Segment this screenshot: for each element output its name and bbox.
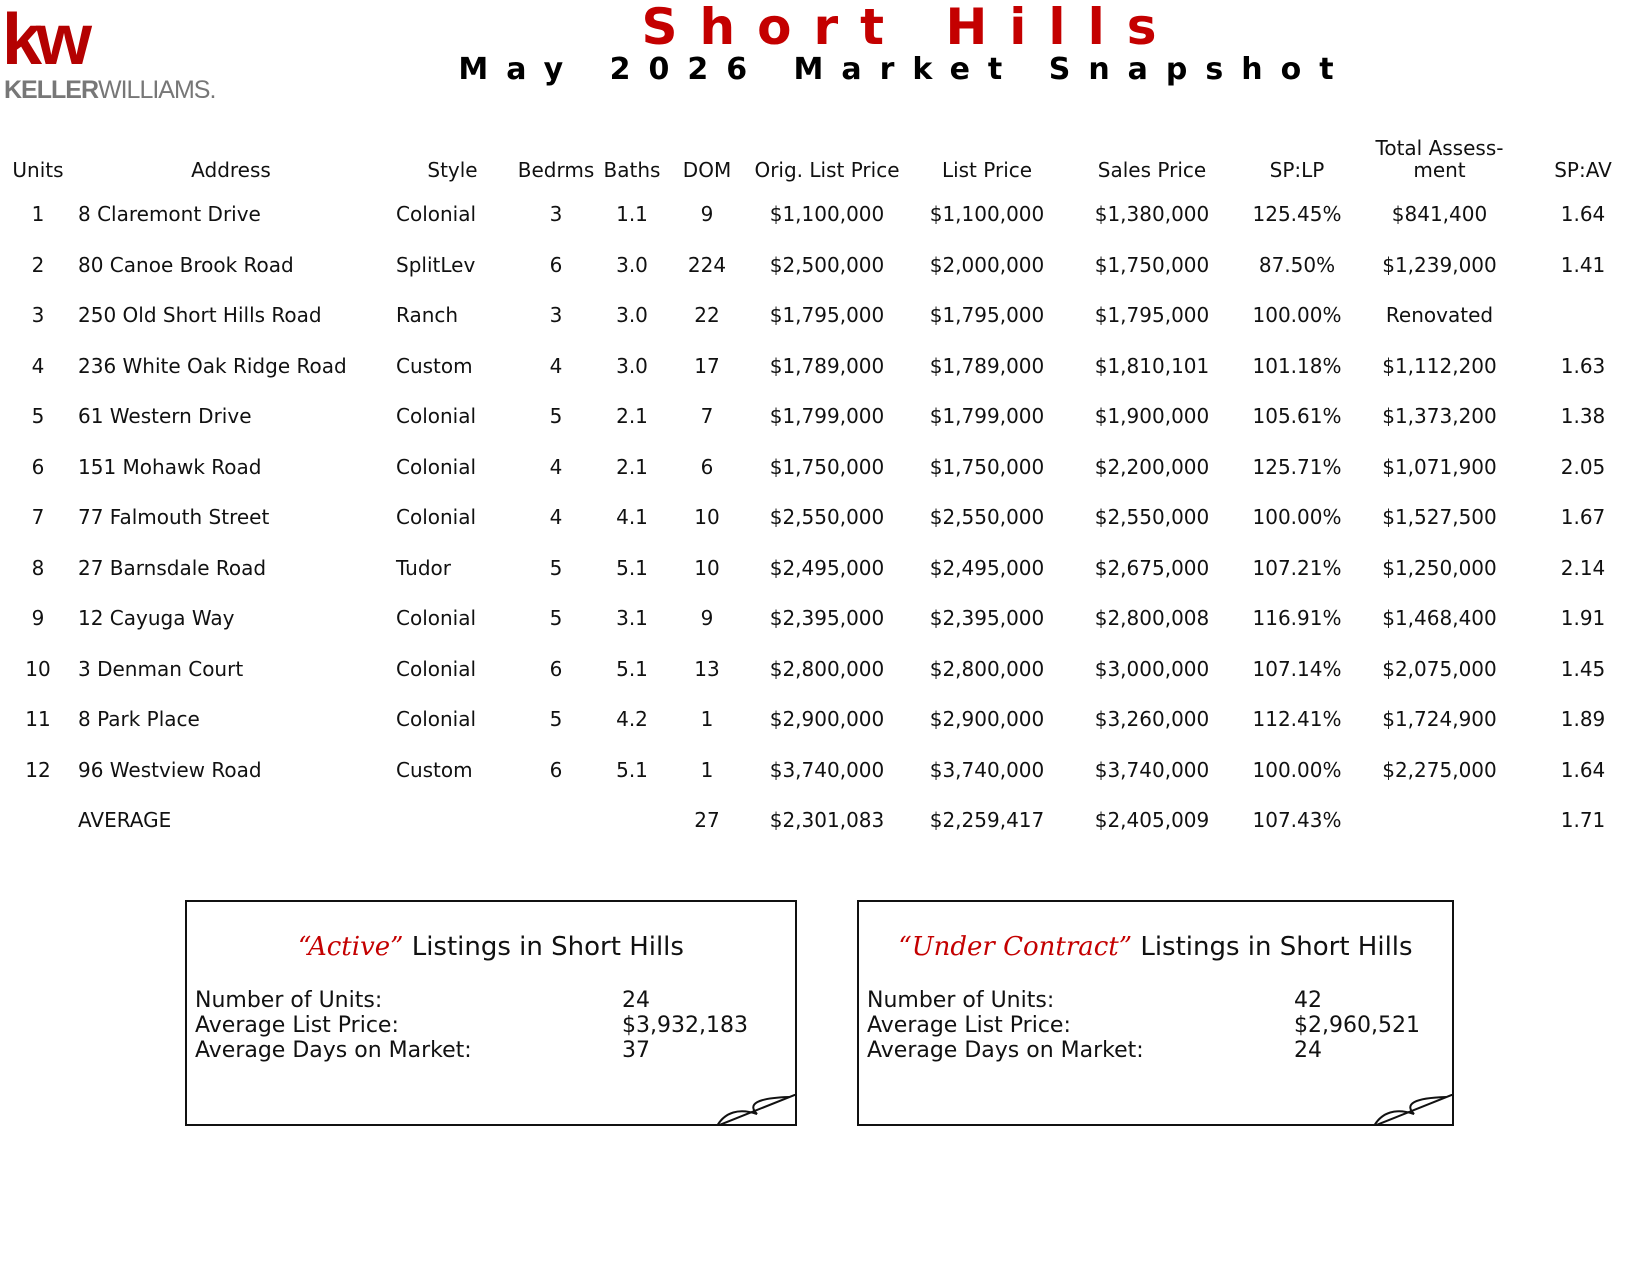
header-sp-av: SP:AV <box>1554 158 1612 182</box>
cell-list-price: $2,495,000 <box>929 555 1045 580</box>
cell-baths: 3.0 <box>616 353 648 378</box>
cell-sp-av: 1.91 <box>1560 606 1606 631</box>
cell-bedrooms: 3 <box>549 202 563 227</box>
cell-style: Tudor <box>396 555 452 580</box>
cell-sales-price: $1,380,000 <box>1094 202 1210 227</box>
cell-total-assessment: $1,373,200 <box>1382 404 1497 429</box>
cell-orig-list-price: $2,395,000 <box>769 606 885 631</box>
average-sp-av: 1.71 <box>1560 808 1606 833</box>
cell-address: 151 Mohawk Road <box>78 454 262 479</box>
cell-dom: 6 <box>700 454 714 479</box>
header-sales-price: Sales Price <box>1097 158 1207 182</box>
header-list-price: List Price <box>941 158 1033 182</box>
cell-orig-list-price: $1,750,000 <box>769 454 885 479</box>
contract-price-row: Average List Price: $2,960,521 <box>867 1013 1420 1038</box>
cell-orig-list-price: $3,740,000 <box>769 757 885 782</box>
cell-sp-av: 1.67 <box>1560 505 1606 530</box>
active-dom-row: Average Days on Market: 37 <box>195 1038 650 1063</box>
cell-dom: 9 <box>700 606 714 631</box>
average-sp-lp: 107.43% <box>1252 808 1342 833</box>
table-row <box>4 644 1644 695</box>
cell-list-price: $1,750,000 <box>929 454 1045 479</box>
table-row <box>4 240 1644 291</box>
cell-address: 96 Westview Road <box>78 757 262 782</box>
cell-address: 8 Claremont Drive <box>78 202 261 227</box>
table-row <box>4 189 1644 240</box>
cell-unit: 5 <box>31 404 45 429</box>
cell-sp-lp: 100.00% <box>1252 757 1342 782</box>
active-listings-title: “Active” Listings in Short Hills <box>298 932 684 962</box>
table-row <box>4 543 1644 594</box>
cell-bedrooms: 4 <box>549 454 563 479</box>
cell-bedrooms: 5 <box>549 606 563 631</box>
header-dom: DOM <box>682 158 732 182</box>
cell-address: 236 White Oak Ridge Road <box>78 353 347 378</box>
cell-dom: 7 <box>700 404 714 429</box>
cell-sp-lp: 125.45% <box>1252 202 1342 227</box>
cell-sales-price: $3,260,000 <box>1094 707 1210 732</box>
cell-total-assessment: $1,468,400 <box>1382 606 1497 631</box>
cell-baths: 3.0 <box>616 252 648 277</box>
table-row <box>4 442 1644 493</box>
cell-sp-av: 1.64 <box>1560 757 1606 782</box>
cell-orig-list-price: $2,800,000 <box>769 656 885 681</box>
cell-unit: 2 <box>31 252 45 277</box>
cell-unit: 12 <box>25 757 51 782</box>
table-row <box>4 745 1644 796</box>
cell-unit: 7 <box>31 505 45 530</box>
cell-orig-list-price: $1,789,000 <box>769 353 885 378</box>
cell-dom: 13 <box>694 656 720 681</box>
sales-table <box>4 125 1644 846</box>
cell-sp-av: 1.64 <box>1560 202 1606 227</box>
cell-address: 77 Falmouth Street <box>78 505 270 530</box>
cell-baths: 5.1 <box>616 757 648 782</box>
cell-baths: 3.0 <box>616 303 648 328</box>
cell-unit: 3 <box>31 303 45 328</box>
cell-style: SplitLev <box>396 252 476 277</box>
table-row <box>4 391 1644 442</box>
cell-sales-price: $1,795,000 <box>1094 303 1210 328</box>
cell-unit: 1 <box>31 202 45 227</box>
cell-orig-list-price: $2,900,000 <box>769 707 885 732</box>
cell-bedrooms: 6 <box>549 252 563 277</box>
active-units-value: 24 <box>622 988 650 1013</box>
cell-bedrooms: 4 <box>549 505 563 530</box>
cell-style: Custom <box>396 757 473 782</box>
cell-baths: 5.1 <box>616 555 648 580</box>
cell-style: Colonial <box>396 606 477 631</box>
cell-list-price: $2,800,000 <box>929 656 1045 681</box>
cell-list-price: $2,550,000 <box>929 505 1045 530</box>
cell-sp-av: 1.38 <box>1560 404 1606 429</box>
cell-list-price: $1,795,000 <box>929 303 1045 328</box>
cell-bedrooms: 3 <box>549 303 563 328</box>
cell-total-assessment: $1,724,900 <box>1382 707 1497 732</box>
average-sales-price: $2,405,009 <box>1094 808 1210 833</box>
cell-sales-price: $2,675,000 <box>1094 555 1210 580</box>
page-title: Short Hills <box>641 0 1179 56</box>
cell-baths: 2.1 <box>616 454 648 479</box>
active-price-row: Average List Price: $3,932,183 <box>195 1013 748 1038</box>
cell-unit: 8 <box>31 555 45 580</box>
cell-address: 250 Old Short Hills Road <box>78 303 322 328</box>
cell-dom: 1 <box>700 757 714 782</box>
cell-sp-av <box>1522 290 1644 341</box>
cell-sp-av: 1.41 <box>1560 252 1606 277</box>
cell-address: 61 Western Drive <box>78 404 252 429</box>
cell-orig-list-price: $2,500,000 <box>769 252 885 277</box>
cell-total-assessment: $1,239,000 <box>1382 252 1497 277</box>
cell-style: Colonial <box>396 505 477 530</box>
header-units: Units <box>12 158 64 182</box>
cell-sales-price: $1,750,000 <box>1094 252 1210 277</box>
table-row <box>4 341 1644 392</box>
cell-sp-lp: 107.14% <box>1252 656 1342 681</box>
cell-bedrooms: 5 <box>549 555 563 580</box>
cell-orig-list-price: $2,550,000 <box>769 505 885 530</box>
cell-list-price: $1,789,000 <box>929 353 1045 378</box>
cell-sp-lp: 125.71% <box>1252 454 1342 479</box>
cell-unit: 11 <box>25 707 51 732</box>
cell-baths: 3.1 <box>616 606 648 631</box>
average-list-price: $2,259,417 <box>929 808 1045 833</box>
cell-unit: 10 <box>25 656 51 681</box>
header-sp-lp: SP:LP <box>1269 158 1325 182</box>
cell-list-price: $1,799,000 <box>929 404 1045 429</box>
table-row <box>4 492 1644 543</box>
cell-orig-list-price: $1,100,000 <box>769 202 885 227</box>
page-curl-icon <box>717 1094 797 1126</box>
contract-units-row: Number of Units: 42 <box>867 988 1322 1013</box>
cell-dom: 224 <box>687 252 727 277</box>
cell-list-price: $1,100,000 <box>929 202 1045 227</box>
average-label: AVERAGE <box>78 808 172 833</box>
cell-address: 12 Cayuga Way <box>78 606 235 631</box>
cell-sp-lp: 112.41% <box>1252 707 1342 732</box>
header-address: Address <box>191 158 271 182</box>
cell-sales-price: $1,810,101 <box>1094 353 1210 378</box>
cell-address: 3 Denman Court <box>78 656 244 681</box>
cell-unit: 9 <box>31 606 45 631</box>
cell-sp-lp: 105.61% <box>1252 404 1342 429</box>
cell-sp-lp: 101.18% <box>1252 353 1342 378</box>
cell-dom: 9 <box>700 202 714 227</box>
cell-total-assessment: $841,400 <box>1391 202 1488 227</box>
cell-sp-av: 1.63 <box>1560 353 1606 378</box>
cell-total-assessment: $1,250,000 <box>1382 555 1497 580</box>
contract-price-value: $2,960,521 <box>1294 1013 1420 1038</box>
average-orig-list-price: $2,301,083 <box>769 808 885 833</box>
cell-orig-list-price: $1,795,000 <box>769 303 885 328</box>
cell-address: 27 Barnsdale Road <box>78 555 267 580</box>
cell-bedrooms: 4 <box>549 353 563 378</box>
cell-dom: 1 <box>700 707 714 732</box>
page-curl-icon <box>1374 1094 1454 1126</box>
cell-address: 80 Canoe Brook Road <box>78 252 294 277</box>
cell-sp-av: 2.14 <box>1560 555 1606 580</box>
header-bedrooms: Bedrms <box>517 158 595 182</box>
cell-orig-list-price: $2,495,000 <box>769 555 885 580</box>
table-row <box>4 694 1644 745</box>
active-dom-value: 37 <box>622 1038 650 1063</box>
cell-style: Colonial <box>396 656 477 681</box>
cell-sales-price: $3,740,000 <box>1094 757 1210 782</box>
cell-total-assessment: $1,527,500 <box>1382 505 1497 530</box>
cell-baths: 1.1 <box>616 202 648 227</box>
average-dom: 27 <box>694 808 720 833</box>
cell-style: Custom <box>396 353 473 378</box>
cell-baths: 4.2 <box>616 707 648 732</box>
cell-sales-price: $3,000,000 <box>1094 656 1210 681</box>
cell-total-assessment: $1,112,200 <box>1382 353 1497 378</box>
cell-total-assessment: $2,075,000 <box>1382 656 1497 681</box>
cell-bedrooms: 6 <box>549 757 563 782</box>
cell-unit: 6 <box>31 454 45 479</box>
cell-sales-price: $2,200,000 <box>1094 454 1210 479</box>
cell-sp-av: 1.45 <box>1560 656 1606 681</box>
cell-style: Colonial <box>396 454 477 479</box>
cell-bedrooms: 5 <box>549 404 563 429</box>
contract-units-value: 42 <box>1294 988 1322 1013</box>
contract-dom-row: Average Days on Market: 24 <box>867 1038 1322 1063</box>
cell-list-price: $2,395,000 <box>929 606 1045 631</box>
cell-style: Colonial <box>396 404 477 429</box>
cell-unit: 4 <box>31 353 45 378</box>
cell-sp-lp: 100.00% <box>1252 505 1342 530</box>
cell-list-price: $2,000,000 <box>929 252 1045 277</box>
cell-address: 8 Park Place <box>78 707 200 732</box>
cell-total-assessment: $1,071,900 <box>1382 454 1497 479</box>
cell-sp-lp: 107.21% <box>1252 555 1342 580</box>
cell-total-assessment: $2,275,000 <box>1382 757 1497 782</box>
cell-sales-price: $2,550,000 <box>1094 505 1210 530</box>
cell-baths: 4.1 <box>616 505 648 530</box>
average-row <box>4 795 1644 846</box>
header-orig-list-price: Orig. List Price <box>754 158 900 182</box>
cell-style: Ranch <box>396 303 459 328</box>
cell-bedrooms: 5 <box>549 707 563 732</box>
page-subtitle: May 2026 Market Snapshot <box>458 52 1352 87</box>
cell-dom: 10 <box>694 505 720 530</box>
cell-dom: 10 <box>694 555 720 580</box>
logo-mark: kw <box>2 0 87 80</box>
table-header-row <box>4 125 1644 189</box>
cell-list-price: $2,900,000 <box>929 707 1045 732</box>
table-row <box>4 593 1644 644</box>
header-total-assessment: Total Assess- ment <box>1375 136 1504 182</box>
cell-total-assessment: Renovated <box>1385 303 1494 328</box>
cell-style: Colonial <box>396 202 477 227</box>
cell-baths: 5.1 <box>616 656 648 681</box>
table-row <box>4 290 1644 341</box>
logo-wordmark: KELLERWILLIAMS. <box>4 76 216 104</box>
cell-bedrooms: 6 <box>549 656 563 681</box>
cell-sp-lp: 100.00% <box>1252 303 1342 328</box>
active-listings-box <box>185 900 797 1126</box>
under-contract-listings-box <box>857 900 1454 1126</box>
contract-dom-value: 24 <box>1294 1038 1322 1063</box>
cell-sales-price: $1,900,000 <box>1094 404 1210 429</box>
cell-sp-lp: 116.91% <box>1252 606 1342 631</box>
cell-sales-price: $2,800,008 <box>1094 606 1210 631</box>
cell-baths: 2.1 <box>616 404 648 429</box>
cell-sp-lp: 87.50% <box>1258 252 1336 277</box>
cell-dom: 22 <box>694 303 720 328</box>
cell-style: Colonial <box>396 707 477 732</box>
under-contract-listings-title: “Under Contract” Listings in Short Hills <box>898 932 1413 962</box>
cell-sp-av: 1.89 <box>1560 707 1606 732</box>
active-units-row: Number of Units: 24 <box>195 988 650 1013</box>
cell-sp-av: 2.05 <box>1560 454 1606 479</box>
header-baths: Baths <box>603 158 661 182</box>
header-style: Style <box>427 158 478 182</box>
cell-list-price: $3,740,000 <box>929 757 1045 782</box>
cell-dom: 17 <box>694 353 720 378</box>
cell-orig-list-price: $1,799,000 <box>769 404 885 429</box>
active-price-value: $3,932,183 <box>622 1013 748 1038</box>
